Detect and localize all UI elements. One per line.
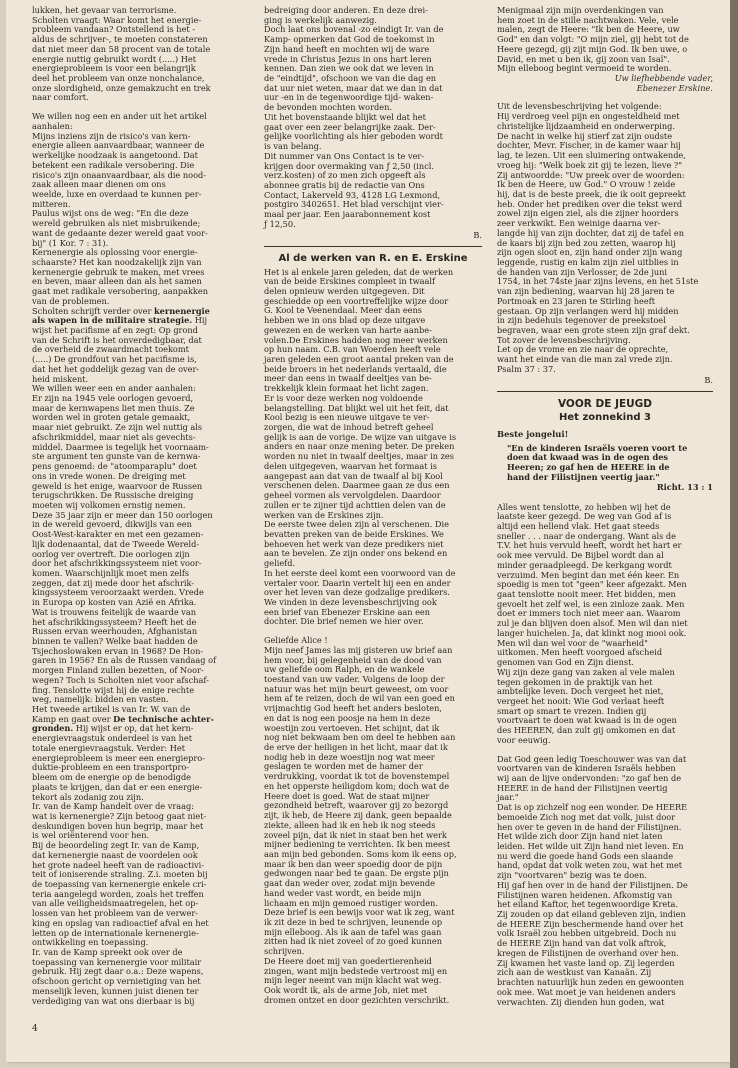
article-paragraph: lukken, het gevaar van terrorisme. Scholten vraagt: Waar komt het energie- probleem vandaan? Ontstellend is het - aldus de schrijver-, te moeten constateren dat niet meer dan 58 procent van de totale energie nuttig gebruikt wordt (.....) Het energieprobleem is voor een belangrijk deel het probleem van onze nonchalance, onze slordigheid, onze gemakzucht en trek naar comfort. bbox=[32, 5, 211, 103]
paragraph-text: Scholten schrijft verder over bbox=[32, 305, 154, 316]
article-paragraph: We willen nog een en ander uit het artikel aanhalen: Mijns inziens zijn de risico's van kern- energie alleen aanvaardbaar, wanneer de werkelijke noodzaak is aangetoond. Dat betekent een radikale versobering. Die risico's zijn onaanvaardbaar, als die nood- zaak alleen maar dienen om ons weelde, luxe en overdaad te kunnen per- mitteren. Paulus wijst ons de weg: "En die deze wereld gebruiken als niet misbruikende; want de gedaante dezer wereld gaat voor- bij" (1 Kor. 7 : 31). Kernenergie als oplossing voor energie- schaarste? Het kan noodzakelijk zijn van kernenergie gebruik te maken, met vrees en beven, maar alleen dan als het samen gaat met radikale versobering, aanpakken van de problemen. bbox=[32, 111, 209, 306]
author-initial: B. bbox=[704, 374, 713, 385]
author-initial: B. bbox=[473, 229, 482, 240]
article-paragraph: Uit de levensbeschrijving het volgende: Hij verdroeg veel pijn en ongesteldheid met christelijke lijdzaamheid en onderwerping. De nacht in welke hij stierf zat zijn oudste dochter, Mevr. Fischer, in de kamer waar hij lag, te lezen. Uit een sluimering ontwakende, vroeg hij: "Welk boek zit gij te lezen, lieve ?" Zij antwoordde: "Uw preek over de woorden: Ik ben de Heere, uw God." O vrouw ! zeide hij, dat is de beste preek, die ik ooit gepreekt heb. Onder het prediken over die tekst werd zowel zijn eigen ziel, als die zijner hoorders zeer verkwikt. Een weinige daarna ver- langde hij van zijn dochter, dat zij de tafel en de kaars bij zijn bed zou zetten, waarop hij zijn ogen sloot en, zijn hand onder zijn wang leggende, rustig en kalm zijn ziel uitblies in de handen van zijn Verlosser, de 2de juni 1754, in het 74ste jaar zijns levens, en het 51ste van zijn bediening, waarvan hij 28 jaren te Portmoak en 23 jaren te Stirling heeft gestaan. Op zijn verlangen werd hij midden in zijn bedehuis tegenover de preekstoel begraven, waar een grote steen zijn graf dekt. Tot zover de levensbeschrijving. Let op de vrome en zie naar de oprechte, want het einde van die man zal vrede zijn. Psalm 37 : 37. bbox=[497, 101, 699, 374]
letter-signature: Uw liefhebbende vader, Ebenezer Erskine. bbox=[614, 73, 713, 93]
paragraph-text: Het tweede artikel is van Ir. W. van de Kamp en gaat over bbox=[32, 704, 191, 724]
page-edge bbox=[730, 0, 738, 1068]
column-left bbox=[32, 6, 250, 1006]
section-heading: VOOR DE JEUGD bbox=[557, 397, 653, 410]
greeting: Beste jongelui! bbox=[497, 428, 569, 439]
paragraph-text: Hij wijst er op, dat het kern- energievraagstuk onderdeel is van het totale energievraagstuk. Verder: Het energieprobleem is meer een energiepro- duktie-probleem en een transportpro- bleem om de energie op de benodigde plaats te krijgen, dan dat er een energie- tekort als zodanig zou zijn. Ir. van de Kamp handelt over de vraag: wat is kernenergie? Zijn betoog gaat niet- deskundigen boven hun begrip, maar het is wel oriënterend voor hen. Bij de beoordeling zegt Ir. van de Kamp, dat kernenergie naast de voordelen ook het grote nadeel heeft van de radioactivi- teit of ioniserende straling. Z.i. moeten bij de toepassing van kernenergie enkele cri- teria aangelegd worden, zoals het treffen van alle veiligheidsmaatregelen, het op- lossen van het probleem van de verwer- king en opslag van radioactief afval en het letten op de internationale kernenergie- ontwikkeling en toepassing. Ir. van de Kamp spreekt ook over de toepassing van kernenergie voor militair gebruik. Hij zegt daar o.a.: Deze wapens, ofschoon gericht op vernietiging van het menselijk leven, kunnen juist dienen ter verdediging van wat ons dierbaar is bij bbox=[32, 723, 209, 1006]
article-paragraph bbox=[32, 307, 250, 705]
letter-paragraph: Menigmaal zijn mijn overdenkingen van hem zoet in de stille nachtwaken. Vele, vele malen, zegt de Heere: "Ik ben de Heere, uw God" en dan volgt: "O mijn ziel, gij hebt tot de Heere gezegd, gij zijt mijn God. Ik ben uwe, o David, en met u ben ik, gij zoon van Isaï". Mijn elleboog begint vermoeid te worden. bbox=[497, 5, 689, 74]
paragraph-text: Hij wijst het pacifisme af en zegt: Op grond van de Schrift is het onverdedigbaar, dat de overheid de zwaardmacht toekomt (.....) De grondfout van het pacifisme is, dat het het goddelijk gezag van de over- heid miskent. We willen weer een en ander aanhalen: Er zijn na 1945 vele oorlogen gevoerd, maar de kernwapens liet men thuis. Ze worden wel in groten getale gemaakt, maar niet gebruikt. Ze zijn wel nuttig als afschrikmiddel, maar niet als gevechts- middel. Daarmee is tegelijk het voornaam- ste argument ten gunste van de kernwa- pens genoemd: de "atoomparaplu" doet ons in vrede wonen. De dreiging met geweld is het enige, waarvoor de Russen terugschrikken. De Russische dreiging moeten wij volkomen ernstig nemen. Deze 35 jaar zijn er meer dan 150 oorlogen in de wereld gevoerd, dikwijls van een Oost-West-karakter en met een gezamen- lijk dodenaantal, dat de Tweede Wereld- oorlog ver overtreft. Die oorlogen zijn door het afschrikkingssysteem niet voor- komen. Waarschijnlijk moet men zelfs zeggen, dat zij mede door het afschrik- kingssysteem veroorzaakt werden. Vrede in Europa op kosten van Azië en Afrika. Wat is trouwens feitelijk de waarde van het afschrikkingssysteem? Heeft het de Russen ervan weerhouden, Afghanistan binnen te vallen? Welke baat hadden de Tsjechoslowaken ervan in 1968? De Hon- garen in 1956? En als de Russen vandaag of morgen Finland zullen bezetten, of Noor- wegen? Toch is Scholten niet voor afschaf- fing. Tenslotte wijst hij de enige rechte weg, namelijk: bidden en vasten. bbox=[32, 315, 217, 705]
emphasis-text: kernenergie als wapen in de militaire strategie. bbox=[32, 305, 210, 326]
article-paragraph bbox=[32, 705, 250, 1006]
section-subheading: Het zonnekind 3 bbox=[559, 411, 651, 423]
quote-text: "En de kinderen Israëls voeren voort te doen dat kwaad was in de ogen des Heeren; zo gaf hen de HEERE in de hand der Filistijnen veertig jaar." bbox=[507, 442, 688, 482]
section-divider bbox=[264, 246, 482, 247]
column-middle bbox=[264, 6, 482, 1005]
section-divider bbox=[497, 391, 713, 392]
section-heading: Al de werken van R. en E. Erskine bbox=[278, 252, 468, 264]
article-paragraph: Dat God geen ledig Toeschouwer was van dat voortvaren van de kinderen Israëls hebben wij aan de lijve ondervonden: "zo gaf hen de HEERE in de hand der Filistijnen veertig jaar." Dat is op zichzelf nog een wonder. De HEERE bemoeide Zich nog met dat volk, juist door hen over te geven in de hand der Filistijnen. Het wilde zich door Zijn hand niet laten leiden. Het wilde uit Zijn hand niet leven. En nu werd die goede hand Gods een slaande hand, opdat dat volk weten zou, wat het met zijn "voortvaren" bezig was te doen. Hij gaf hen over in de hand der Filistijnen. De Filistijnen waren heidenen. Afkomstig van het eiland Kaftor, het tegenwoordige Kreta. Zij zouden op dat eiland gebleven zijn, indien de HEERE Zijn beschermende hand over het volk Israël zou hebben uitgebreid. Doch nu de HEERE Zijn hand van dat volk aftrok, kregen de Filistijnen de overhand over hen. Zij kwamen het vaste land op. Zij legerden zich aan de westkust van Kanaän. Zij brachten natuurlijk hun zeden en gewoonten ook mee. Wat moet je van heidenen anders verwachten. Zij dienden hun goden, wat bbox=[497, 753, 688, 1007]
magazine-page bbox=[6, 0, 730, 1062]
bible-quote bbox=[507, 444, 713, 493]
article-paragraph: Het is al enkele jaren geleden, dat de werken van de beide Erskines compleet in twaalf delen opnieuw werden uitgegeven. Dit geschiedde op een voortreffelijke wijze door G. Kool te Veenendaal. Meer dan eens hebben we in ons blad op deze uitgave gewezen en de werken van harte aanbe- volen.De Erskines hadden nog meer werken op hun naam. C.B. van Woerden heeft vele jaren geleden een groot aantal preken van de beide broers in het nederlands vertaald, die meer dan eens in twaalf deeltjes van be- trekkelijk klein formaat het licht zagen. Er is voor deze werken nog voldoende belangstelling. Dat blijkt wel uit het feit, dat Kool bezig is een nieuwe uitgave te ver- zorgen, die wat de inhoud betreft geheel gelijk is aan de vorige. De wijze van uitgave is anders en naar onze mening beter. De preken worden nu niet in twaalf deeltjes, maar in zes delen uitgegeven, waarvan het formaat is aangepast aan dat van de twaalf al bij Kool verschenen delen. Daarmee gaan ze dus een geheel vormen als vervolgdelen. Daardoor zullen er te zijner tijd achttien delen van de werken van de Erskines zijn. De eerste twee delen zijn al verschenen. Die bevatten preken van de beide Erskines. We behoeven het werk van deze predikers niet aan te bevelen. Ze zijn onder ons bekend en geliefd. In het eerste deel komt een voorwoord van de vertaler voor. Daarin vertelt hij een en ander over het leven van deze godzalige predikers. We vinden in deze levensbeschrijving ook een brief van Ebenezer Erskine aan een dochter. Die brief nemen we hier over. bbox=[264, 266, 457, 627]
article-paragraph: bedreiging door anderen. En deze drei- ging is werkelijk aanwezig. Doch laat ons bovenal -zo eindigt Ir. van de Kamp- opmerken dat God de toekomst in Zijn hand heeft en mochten wij de ware vrede in Christus Jezus in ons hart leren kennen. Dan zien we ook dat we leven in de "eindtijd", ofschoon we van die dag en dat uur niet weten, maar dat we dan in dat uur -en in de tegenwoordige tijd- waken- de bevonden mochten worden. Uit het bovenstaande blijkt wel dat het gaat over een zeer belangrijke zaak. Der- gelijke voorlichting als hier geboden wordt is van belang. Dit nummer van Ons Contact is te ver- krijgen door overmaking van ƒ 2,50 (incl. verz.kosten) of zo men zich opgeeft als abonnee gratis bij de redactie van Ons Contact, Lakerveld 93, 4128 LG Lexmond, postgiro 3402651. Het blad verschijnt vier- maal per jaar. Een jaarabonnement kost ƒ 12,50. bbox=[264, 5, 444, 229]
article-paragraph: Alles went tenslotte, zo hebben wij het de laatste keer gezegd. De weg van God af is altijd een hellend vlak. Het gaat steeds sneller . . . naar de ondergang. Want als de T.V. het huis vervuld heeft, wordt het hart er ook mee vervuld. De Bijbel wordt dan al minder geraadpleegd. De kerkgang wordt verzuimd. Men begint dan met één keer. En spoedig is men tot "geen" keer afgezakt. Men gaat tenslotte nooit meer. Het bidden, men gevoelt het zelf wel, is een zinloze zaak. Men doet er immers toch niet meer aan. Waarom zul je dan blijven doen alsof. Men wil dan niet langer huichelen. Ja, dat klinkt nog mooi ook. Men wil dan wel voor de "waarheid" uitkomen. Men heeft voorgoed afscheid genomen van God en Zijn dienst. Wij zijn deze gang van zaken al vele malen tegen gekomen in de praktijk van het ambtelijke leven. Doch vergeet het niet, vergeet het nooit: Wie God verlaat heeft smart op smart te vrezen. Indien gij voortvaart te doen wat kwaad is in de ogen des HEEREN, dan zult gij omkomen en dat voor eeuwig. bbox=[497, 501, 688, 745]
page-number: 4 bbox=[32, 1024, 38, 1034]
emphasis-text: De technische achter- gronden. bbox=[32, 713, 214, 734]
letter-paragraph: Geliefde Alice ! Mijn neef James las mij gisteren uw brief aan hem voor, bij gelegenheid van de dood van uw geliefde oom Ralph, en de wankele toestand van uw vader. Volgens de loop der natuur was het mijn beurt geweest, om voor hem af te reizen, doch de wil van een goed en vrijmachtig God heeft het anders besloten, en dat is nog een poosje na hem in deze woestijn zou vertoeven. Het schijnt, dat ik nog niet bekwaam ben om deel te hebben aan de erve der heiligen in het licht, maar dat ik nodig heb in deze woestijn nog wat meer geslagen te worden met de hamer der verdrukking, voordat ik tot de bovenstempel en het opperste heiligdom kom; doch wat de Heere doet is goed. Wat de staat mijner gezondheid betreft, waarover gij zo bezorgd zijt, ik heb, de Heere zij dank, geen bepaalde ziekte, alleen had ik en heb ik nog steeds zoveel pijn, dat ik niet in staat ben het werk mijner bediening te verrichten. Ik ben meest aan mijn bed gebonden. Soms kom ik eens op, maar ik ben dan weer spoedig door de pijn gedwongen naar bed te gaan. De ergste pijn gaat dan weder over, zodat mijn bevende hand weder vast wordt, en beide mijn lichaam en mijn gemoed rustiger worden. Deze brief is een bewijs voor wat ik zeg, want ik zit deze in bed te schrijven, leunende op mijn elleboog. Als ik aan de tafel was gaan zitten had ik niet zoveel of zo goed kunnen schrijven. De Heere doet mij van goedertierenheid zingen, want mijn bedstede vertroost mij en mijn leger neemt van mijn klacht wat weg. Ook wordt ik, als de arme Job, niet met dromen ontzet en door gezichten verschrikt. bbox=[264, 635, 457, 1005]
quote-reference: Richt. 13 : 1 bbox=[656, 481, 713, 492]
column-right bbox=[497, 6, 713, 1007]
